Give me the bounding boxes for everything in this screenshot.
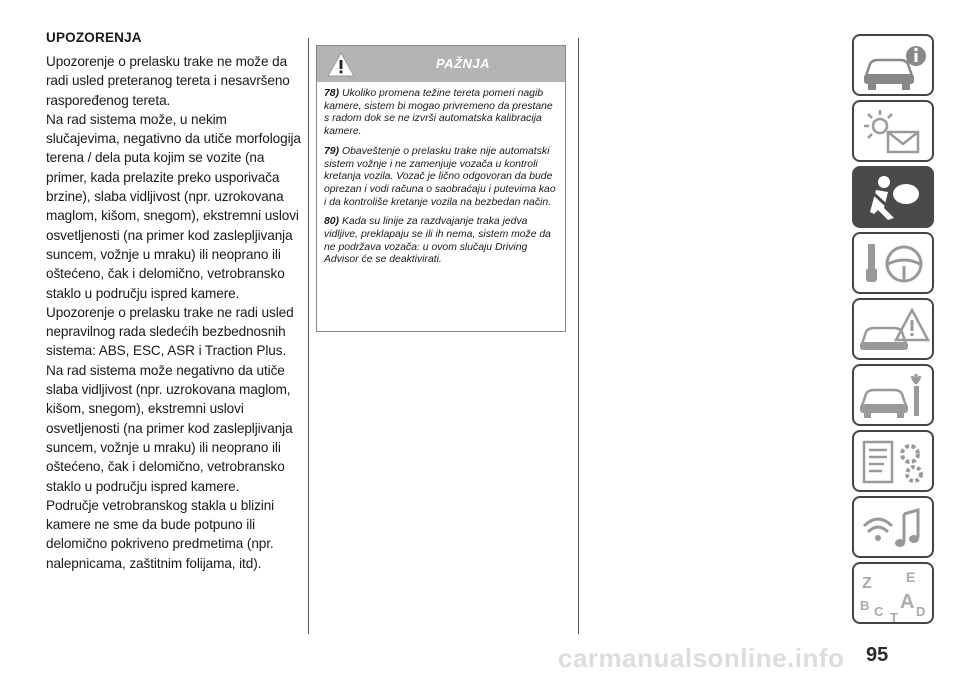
index-letter: Z (862, 575, 872, 592)
note-number: 79) (324, 145, 340, 157)
column-divider-right (578, 38, 579, 634)
tab-emergency[interactable] (852, 298, 934, 360)
index-letter: D (916, 604, 926, 619)
note-text: Ukoliko promena težine tereta pomeri nagib kamere, sistem bi mogao privremeno da prestane s radom dok se ne izvrši automatska kalibracija kamere. (324, 88, 553, 138)
tab-multimedia[interactable] (852, 496, 934, 558)
tab-warning-lights[interactable] (852, 100, 934, 162)
emergency-car-icon (854, 300, 936, 362)
steering-key-icon (854, 234, 936, 296)
warning-note (324, 146, 559, 210)
note-number: 80) (324, 216, 340, 228)
column-divider-left (308, 38, 309, 634)
tab-maintenance[interactable] (852, 364, 934, 426)
note-text: Kada su linije za razdvajanje traka jedva vidljive, preklapaju se ili ih nema, sistem može da ne podržava vozača: u ovom slučaju Driving Advisor će se deaktivirati. (324, 216, 551, 266)
warning-header (317, 46, 565, 82)
paragraph-1: Upozorenje o prelasku trake ne može da radi usled preteranog tereta i nesavršeno raspoređenog tereta. (46, 54, 290, 108)
index-letter: B (860, 598, 870, 613)
multimedia-icon (854, 498, 936, 560)
paragraph-3: Upozorenje o prelasku trake ne radi usled nepravilnog rada sledećih bezbednosnih sistema: ABS, ESC, ASR i Traction Plus. (46, 304, 294, 359)
tab-index[interactable] (852, 562, 934, 624)
car-maintenance-icon (854, 366, 936, 428)
page-number: 95 (866, 644, 889, 666)
section-heading: UPOZORENJA (46, 30, 142, 45)
index-letter: T (890, 610, 898, 625)
tab-technical-data[interactable] (852, 430, 934, 492)
warning-note (324, 216, 559, 267)
index-icon (854, 564, 936, 626)
warning-lights-icon (854, 102, 936, 164)
tab-car-info[interactable] (852, 34, 934, 96)
index-letter: C (874, 604, 884, 619)
warning-note (324, 88, 559, 139)
left-column (46, 30, 301, 573)
technical-data-icon (854, 432, 936, 494)
tab-starting-driving[interactable] (852, 232, 934, 294)
paragraph-2: Na rad sistema može, u nekim slučajevima, negativno da utiče morfologija terena / dela puta kojim se vozite (na primer, kada prelazite preko usporivača brzine), slaba vidljivost (npr. uzrokovana maglom, kišom, snegom), ekstremni uslovi osvetljenosti (na primer kod zaslepljivanja suncem, vožnje u mraku) ili neoprano ili oštećeno, čak i delomično, vetrobransko staklo u području ispred kamere. (46, 111, 301, 301)
safety-airbag-icon (854, 168, 936, 230)
car-info-icon (854, 36, 936, 98)
note-text: Obaveštenje o prelasku trake nije automatski sistem vožnje i ne zamenjuje vozača u kontroli kretanja vozila. Vozač je lično odgovoran da bude oprezan i vodi računa o saobraćaju i putevima kao i da kontroliše kretanje vozila na bezbedan način. (324, 145, 556, 208)
paragraph-4: Na rad sistema može negativno da utiče slaba vidljivost (npr. uzrokovana maglom, kišom, snegom), ekstremni uslovi osvetljenosti (na primer kod zaslepljivanja suncem, vožnje u mraku) ili neoprano ili oštećeno, čak i delomično, vetrobransko staklo u području ispred kamere. (46, 362, 293, 494)
note-number: 78) (324, 88, 340, 99)
paragraph-5: Područje vetrobranskog stakla u blizini kamere ne sme da bude potpuno ili delomično pokriveno predmetima (npr. nalepnicama, zaštitnim folijama, itd). (46, 497, 275, 571)
index-letter: E (906, 569, 916, 585)
tab-safety[interactable] (852, 166, 934, 228)
index-letter: A (900, 591, 915, 613)
watermark: carmanualsonline.info (558, 643, 845, 673)
warning-box (316, 45, 566, 332)
warning-title: PAŽNJA (435, 56, 491, 71)
warning-body (317, 82, 565, 267)
